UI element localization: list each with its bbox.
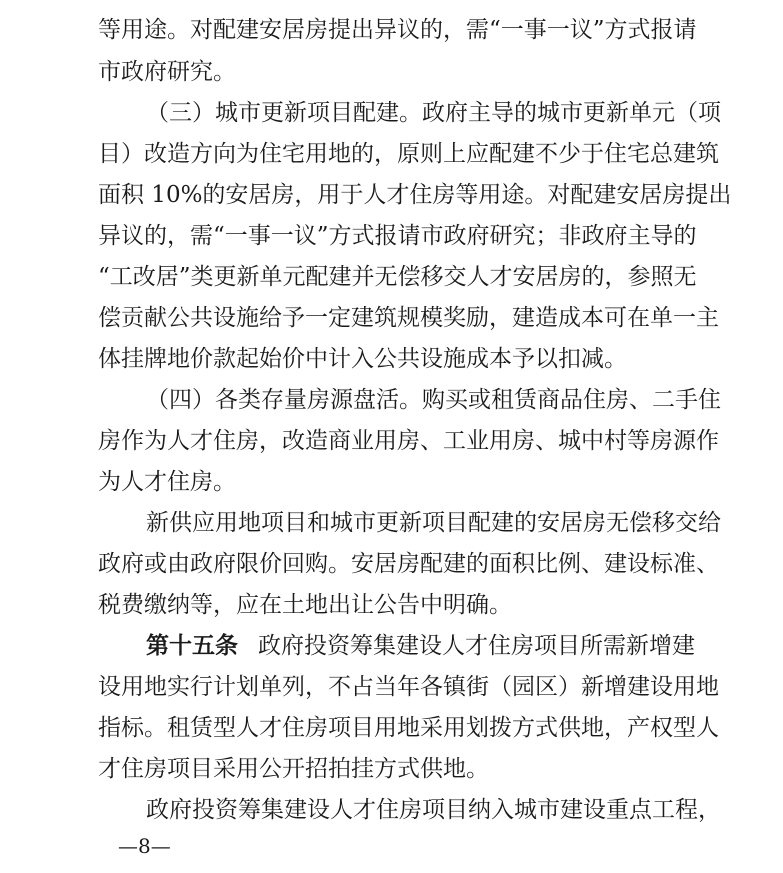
text-line: 为人才住房。 bbox=[98, 469, 236, 495]
text-line: 偿贡献公共设施给予一定建筑规模奖励，建造成本可在单一主 bbox=[98, 305, 719, 331]
text-line: 房作为人才住房，改造商业用房、工业用房、城中村等房源作 bbox=[98, 428, 719, 454]
text-line: 体挂牌地价款起始价中计入公共设施成本予以扣减。 bbox=[98, 346, 627, 372]
text-line: “工改居”类更新单元配建并无偿移交人才安居房的，参照无 bbox=[98, 264, 697, 290]
text-line: 市政府研究。 bbox=[98, 59, 236, 85]
text-line: 设用地实行计划单列，不占当年各镇街（园区）新增建设用地 bbox=[98, 674, 719, 700]
text-line: （四）各类存量房源盘活。购买或租赁商品住房、二手住 bbox=[146, 387, 721, 413]
text-line: 税费缴纳等，应在土地出让公告中明确。 bbox=[98, 592, 512, 618]
text-line: 异议的，需“一事一议”方式报请市政府研究；非政府主导的 bbox=[98, 223, 697, 249]
text-line: 等用途。对配建安居房提出异议的，需“一事一议”方式报请 bbox=[98, 17, 697, 43]
text-line: 指标。租赁型人才住房项目用地采用划拨方式供地，产权型人 bbox=[98, 715, 719, 741]
text-line: 目）改造方向为住宅用地的，原则上应配建不少于住宅总建筑 bbox=[98, 141, 719, 167]
text-line: 才住房项目采用公开招拍挂方式供地。 bbox=[98, 756, 489, 782]
text-line: （三）城市更新项目配建。政府主导的城市更新单元（项 bbox=[146, 100, 721, 126]
article-heading: 第十五条 bbox=[146, 632, 238, 659]
text-line: 新供应用地项目和城市更新项目配建的安居房无偿移交给 bbox=[146, 510, 721, 536]
text-line: 面积 10%的安居房，用于人才住房等用途。对配建安居房提出 bbox=[98, 182, 732, 208]
page-number: —8— bbox=[118, 834, 171, 858]
text-line: 政府或由政府限价回购。安居房配建的面积比例、建设标准、 bbox=[98, 551, 719, 577]
text-line: 政府投资筹集建设人才住房项目所需新增建 bbox=[258, 633, 695, 659]
text-line: 政府投资筹集建设人才住房项目纳入城市建设重点工程， bbox=[146, 797, 721, 823]
